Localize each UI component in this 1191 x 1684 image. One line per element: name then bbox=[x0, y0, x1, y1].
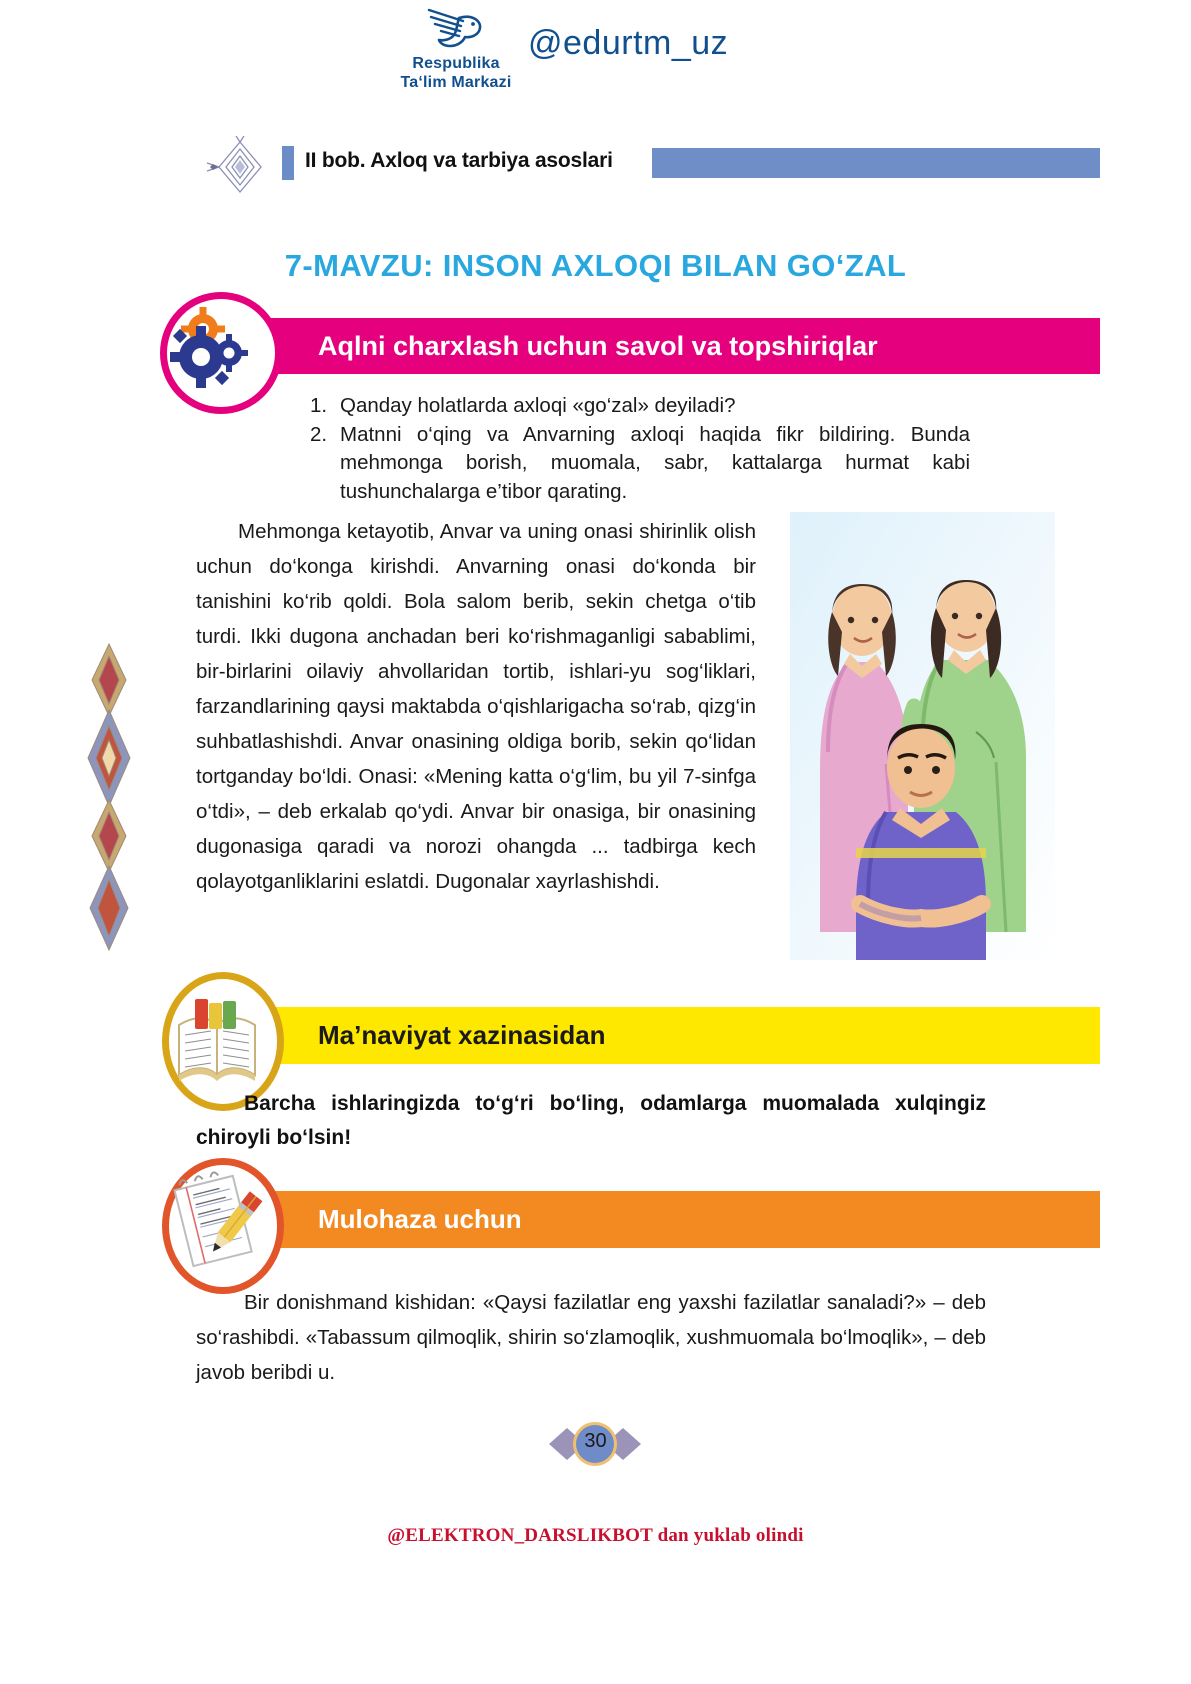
page-header bbox=[0, 0, 1191, 110]
wisdom-banner-label: Ma’naviyat xazinasidan bbox=[318, 1020, 606, 1050]
questions-banner bbox=[262, 318, 1100, 374]
question-text: Qanday holatlarda axloqi «go‘zal» deyiladi? bbox=[340, 394, 736, 417]
gears-icon bbox=[160, 292, 282, 414]
logo-line-1: Respublika bbox=[412, 55, 500, 72]
page-number: 30 bbox=[584, 1430, 607, 1452]
wisdom-text: Barcha ishlaringizda to‘g‘ri bo‘ling, odamlarga muomalada xulqingiz chiroyli bo‘lsin! bbox=[196, 1092, 986, 1149]
reflection-text: Bir donishmand kishidan: «Qaysi fazilatlar eng yaxshi fazilatlar sanaladi?» – deb so‘rashibdi. «Tabassum qilmoqlik, shirin so‘zlamoqlik, xushmuomala bo‘lmoqlik», – deb javob beribdi u. bbox=[196, 1291, 986, 1384]
diamond-ornament-icon bbox=[205, 136, 275, 198]
chapter-band bbox=[0, 142, 1191, 192]
footer-watermark: @ELEKTRON_DARSLIKBOT dan yuklab olindi bbox=[387, 1525, 804, 1546]
wisdom-banner bbox=[262, 1007, 1100, 1064]
logo-line-2: Ta‘lim Markazi bbox=[400, 74, 512, 91]
side-ornament-icon bbox=[78, 640, 140, 960]
question-number: 1. bbox=[310, 394, 328, 417]
chapter-rule-bar bbox=[652, 148, 1100, 178]
question-item bbox=[310, 421, 970, 507]
dove-bird-icon bbox=[423, 4, 489, 54]
chapter-tick-marker bbox=[282, 146, 294, 180]
story-text: Mehmonga ketayotib, Anvar va uning onasi shirinlik olish uchun do‘konga kirishdi. Anvarning onasi do‘konda bir tanishini ko‘rib qoldi. Bola salom berib, sekin chetga o‘tib turdi. Ikki dugona anchadan beri ko‘rishmaganligi sabablimi, bir-birlarini oilaviy ahvollaridan tortib, ishlari-yu sog‘liklari, farzandlarining qaysi maktabda o‘qishlarigacha so‘rab, qizg‘in suhbatlashishdi. Anvar onasining oldiga borib, sekin qo‘lidan tortganday bo‘ldi. Onasi: «Mening katta o‘g‘lim, bu yil 7-sinfga o‘tdi», – deb erkalab qo‘ydi. Anvar bir onasiga, bir onasining dugonasiga qaradi va norozi ohangda ... tadbirga kech qolayotganliklarini eslatdi. Dugonalar xayrlashishdi. bbox=[196, 520, 756, 893]
question-number: 2. bbox=[310, 422, 328, 446]
telegram-handle: @edurtm_uz bbox=[528, 24, 729, 62]
chapter-label: II bob. Axloq va tarbiya asoslari bbox=[305, 149, 613, 172]
question-item bbox=[310, 392, 970, 421]
questions-list bbox=[310, 392, 970, 506]
story-paragraph bbox=[196, 514, 756, 899]
reflection-banner bbox=[262, 1191, 1100, 1248]
questions-banner-label: Aqlni charxlash uchun savol va topshiriqlar bbox=[318, 330, 878, 361]
family-illustration bbox=[790, 512, 1055, 960]
reflection-banner-label: Mulohaza uchun bbox=[318, 1204, 522, 1234]
notebook-pencil-icon bbox=[162, 1158, 284, 1294]
page-title: 7-MAVZU: INSON AXLOQI BILAN GO‘ZAL bbox=[284, 248, 907, 283]
wisdom-quote bbox=[196, 1087, 986, 1155]
reflection-paragraph bbox=[196, 1285, 986, 1390]
question-text: Matnni o‘qing va Anvarning axloqi haqida fikr bildiring. Bunda mehmonga borish, muomala, sabr, kattalarga hurmat kabi tushunchalarga e’tibor qarating. bbox=[340, 422, 970, 503]
respublika-talim-markazi-logo bbox=[396, 4, 516, 92]
